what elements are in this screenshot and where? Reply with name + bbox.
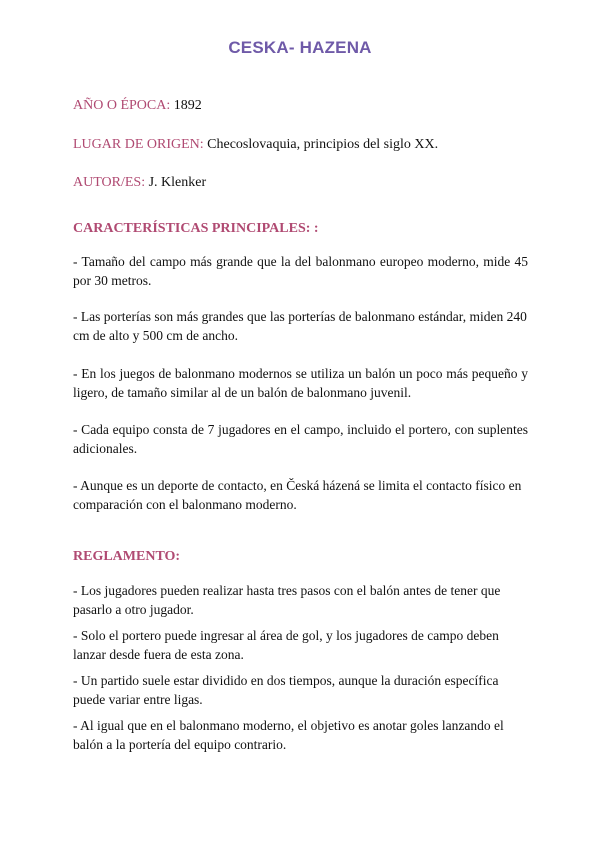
year-label: AÑO O ÉPOCA: [73, 98, 171, 113]
year-value: 1892 [173, 98, 202, 113]
author-label: AUTOR/ES: [73, 175, 146, 190]
characteristic-item: - Aunque es un deporte de contacto, en Česká házená se limita el contacto físico en comparación con el balonmano moderno. [73, 478, 522, 512]
characteristics-heading: CARACTERÍSTICAS PRINCIPALES: : [73, 221, 319, 236]
rule-item: - Al igual que en el balonmano moderno, el objetivo es anotar goles lanzando el balón a la portería del equipo contrario. [73, 718, 504, 752]
origin-value: Checoslovaquia, principios del siglo XX. [207, 137, 439, 152]
rule-item: - Un partido suele estar dividido en dos tiempos, aunque la duración específica puede variar entre ligas. [73, 673, 499, 707]
characteristic-item: - Tamaño del campo más grande que la del balonmano europeo moderno, mide 45 por 30 metros. [73, 254, 528, 288]
page-title: CESKA- HAZENA [228, 38, 372, 57]
origin-label: LUGAR DE ORIGEN: [73, 137, 204, 152]
rules-heading: REGLAMENTO: [73, 549, 181, 564]
characteristic-item: - Cada equipo consta de 7 jugadores en el campo, incluido el portero, con suplentes adicionales. [73, 422, 528, 456]
year-line [73, 98, 202, 114]
characteristic-item: - En los juegos de balonmano modernos se utiliza un balón un poco más pequeño y ligero, de tamaño similar al de un balón de balonmano juvenil. [73, 366, 528, 400]
author-line [73, 175, 206, 191]
author-value: J. Klenker [148, 175, 207, 190]
rule-item: - Los jugadores pueden realizar hasta tres pasos con el balón antes de tener que pasarlo a otro jugador. [73, 583, 501, 617]
rule-item: - Solo el portero puede ingresar al área de gol, y los jugadores de campo deben lanzar desde fuera de esta zona. [73, 628, 499, 662]
origin-line [73, 137, 438, 153]
characteristic-item: - Las porterías son más grandes que las porterías de balonmano estándar, miden 240 cm de alto y 500 cm de ancho. [73, 309, 527, 343]
